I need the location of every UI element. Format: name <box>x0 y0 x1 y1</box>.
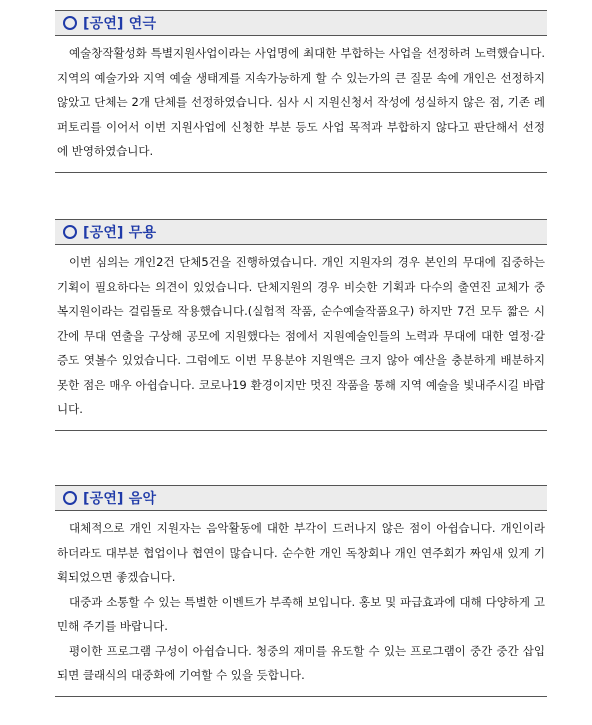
paragraph: 평이한 프로그램 구성이 아쉽습니다. 청중의 재미를 유도할 수 있는 프로그램이 중간 중간 삽입되면 클래식의 대중화에 기여할 수 있을 듯합니다. <box>57 643 545 682</box>
circle-bullet-icon <box>63 225 77 239</box>
paragraph: 대체적으로 개인 지원자는 음악활동에 대한 부각이 드러나지 않은 점이 아쉽습니다. 개인이라 하더라도 대부분 협업이나 협연이 많습니다. 순수한 개인 독창회나 개인 연주회가 짜임새 있게 기획되었으면 좋겠습니다. <box>57 521 545 584</box>
section-header <box>55 10 547 36</box>
paragraph: 예술창작활성화 특별지원사업이라는 사업명에 최대한 부합하는 사업을 선정하려 노력했습니다. 지역의 예술가와 지역 예술 생태계를 지속가능하게 할 수 있는가의 큰 질문 속에 개인은 선정하지 않았고 단체는 2개 단체를 선정하였습니다. 심사 시 지원신청서 작성에 성실하지 않은 점, 기존 레퍼토리를 이어서 이번 지원사업에 신청한 부분 등도 사업 목적과 부합하지 않다고 판단해서 선정에 반영하였습니다. <box>57 46 545 158</box>
paragraph: 이번 심의는 개인2건 단체5건을 진행하였습니다. 개인 지원자의 경우 본인의 무대에 집중하는 기획이 필요하다는 의견이 있었습니다. 단체지원의 경우 비슷한 기획과 다수의 출연진 교체가 중복지원이라는 걸림돌로 작용했습니다.(실험적 작품, 순수예술작품요구) 하지만 7건 모두 짧은 시간에 무대 연출을 구상해 공모에 지원했다는 점에서 지원예술인들의 노력과 무대에 대한 열정·갈증도 엿볼수 있었습니다. 그럼에도 이번 무용분야 지원액은 크지 않아 예산을 충분하게 배분하지 못한 점은 매우 아쉽습니다. 코로나19 환경이지만 멋진 작품을 통해 지역 예술을 빛내주시길 바랍니다. <box>57 255 545 416</box>
section-title: [공연] 무용 <box>83 225 157 241</box>
section-body <box>55 36 547 173</box>
section-header <box>55 485 547 511</box>
section-body <box>55 511 547 697</box>
section-title: [공연] 음악 <box>83 491 157 507</box>
section-title: [공연] 연극 <box>83 16 157 32</box>
section-body <box>55 245 547 431</box>
circle-bullet-icon <box>63 491 77 505</box>
paragraph: 대중과 소통할 수 있는 특별한 이벤트가 부족해 보입니다. 홍보 및 파급효과에 대해 다양하게 고민해 주기를 바랍니다. <box>57 594 545 633</box>
section-music <box>55 485 547 697</box>
circle-bullet-icon <box>63 16 77 30</box>
section-theater <box>55 10 547 173</box>
section-dance <box>55 219 547 431</box>
section-header <box>55 219 547 245</box>
